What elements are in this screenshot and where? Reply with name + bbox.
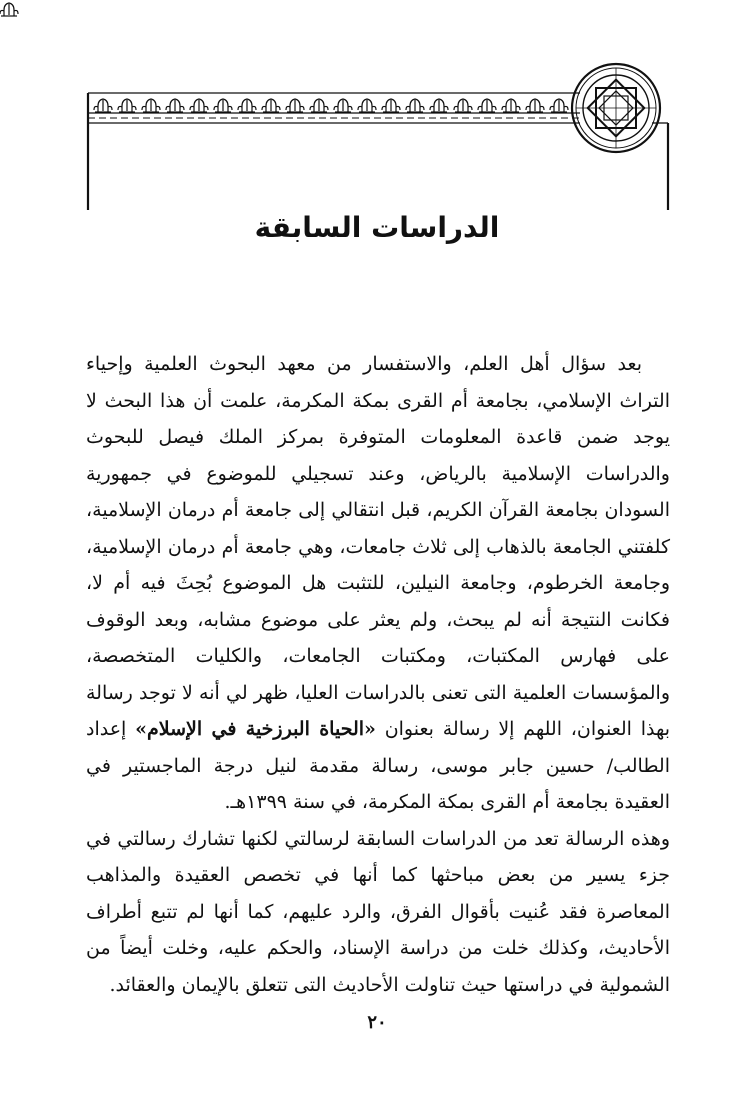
page-title: الدراسات السابقة: [254, 211, 500, 244]
paragraph-2: وهذه الرسالة تعد من الدراسات السابقة لرسالتي لكنها تشارك رسالتي في جزء يسير من بعض مباحثها كما أنها في تخصص العقيدة والمذاهب المعاصرة فقد عُنيت بأقوال الفرق، والرد عليهم، كما أنها لم تتبع أطراف الأحاديث، وكذلك خلت من دراسة الإسناد، والحكم عليه، وخلت أيضاً من الشمولية في دراستها حيث تناولت الأحاديث التى تتعلق بالإيمان والعقائد.: [86, 827, 670, 996]
paragraph-1-text: بعد سؤال أهل العلم، والاستفسار من معهد البحوث العلمية وإحياء التراث الإسلامي، بجامعة أم القرى بمكة المكرمة، علمت أن هذا البحث لا يوجد ضمن قاعدة المعلومات المتوفرة بمركز الملك فيصل للبحوث والدراسات الإسلامية بالرياض، وعند تسجيلي للموضوع في جمهورية السودان بجامعة القرآن الكريم، قبل انتقالي إلى جامعة أم درمان الإسلامية، كلفتني الجامعة بالذهاب إلى ثلاث جامعات، وهي جامعة أم درمان الإسلامية، وجامعة الخرطوم، وجامعة النيلين، للتثبت هل الموضوع بُحِثَ فيه أم لا، فكانت النتيجة أنه لم يبحث، ولم يعثر على موضوع مشابه، وبعد الوقوف على فهارس المكتبات، ومكتبات الجامعات، والكليات المتخصصة، والمؤسسات العلمية التى تعنى بالدراسات العليا، ظهر لي أنه لا توجد رسالة بهذا العنوان، اللهم إلا رسالة بعنوان: [86, 353, 670, 740]
paragraph-1-continuation: إعداد الطالب/ حسين جابر موسى، رسالة مقدمة لنيل درجة الماجستير في العقيدة بجامعة أم القرى بمكة المكرمة، في سنة ١٣٩٩هـ.: [86, 718, 670, 813]
page-number: ٢٠: [367, 1012, 387, 1033]
medallion-ornament: [572, 64, 660, 152]
body-text: [86, 346, 670, 1003]
floral-band: [0, 3, 568, 112]
thesis-title: «الحياة البرزخية في الإسلام»: [135, 718, 376, 740]
paragraph-1: [86, 346, 670, 821]
